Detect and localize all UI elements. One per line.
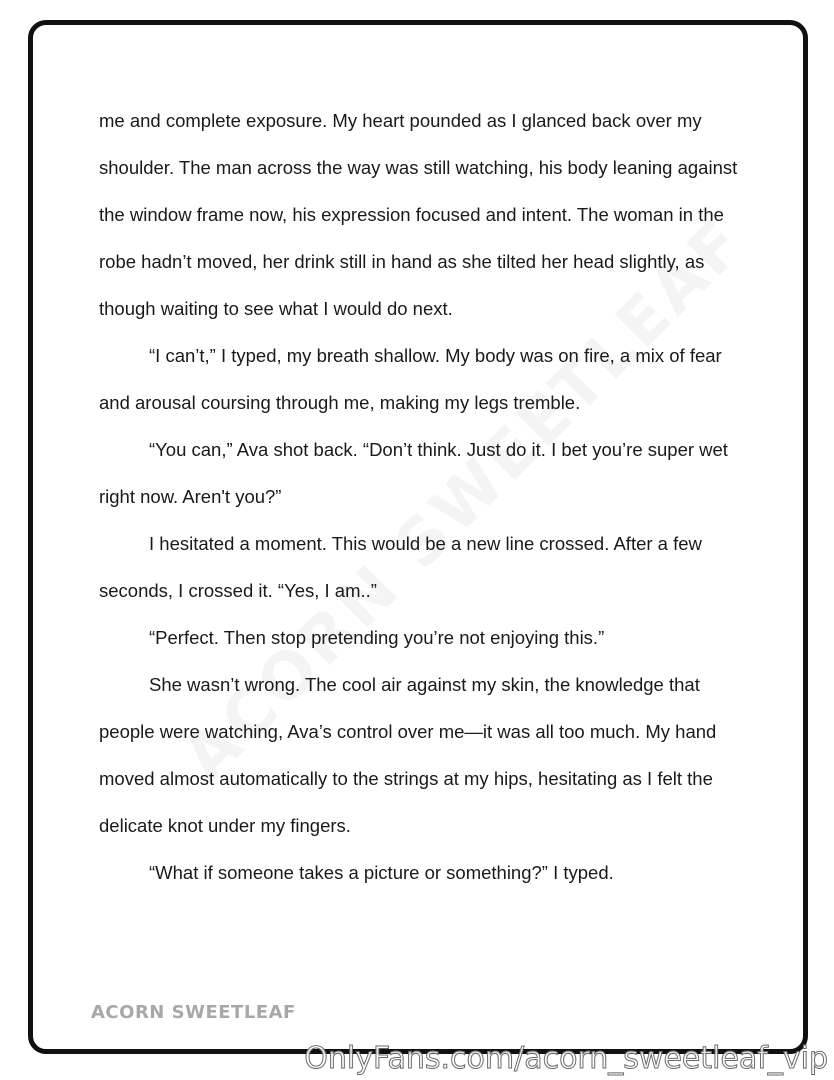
paragraph: I hesitated a moment. This would be a new line crossed. After a few seconds, I crossed it. “Yes, I am..” — [99, 533, 702, 601]
footer-author: ACORN SWEETLEAF — [91, 1002, 296, 1023]
url-watermark: OnlyFans.com/acorn_sweetleaf_vip — [304, 1041, 828, 1076]
paragraph: She wasn’t wrong. The cool air against my skin, the knowledge that people were watching, Ava’s control over me—it was all too much. My hand moved almost automatically to the strings at my hips, hesitating as I felt the delicate knot under my fingers. — [99, 674, 717, 836]
paragraph: me and complete exposure. My heart pounded as I glanced back over my shoulder. The man across the way was still watching, his body leaning against the window frame now, his expression focused and intent. The woman in the robe hadn’t moved, her drink still in hand as she tilted her head slightly, as though waiting to see what I would do next. — [99, 110, 738, 319]
paragraph: “Perfect. Then stop pretending you’re not enjoying this.” — [149, 627, 605, 648]
paragraph: “What if someone takes a picture or something?” I typed. — [149, 862, 614, 883]
paragraph: “You can,” Ava shot back. “Don’t think. Just do it. I bet you’re super wet right now. Aren't you?” — [99, 439, 728, 507]
page-frame — [28, 20, 808, 1054]
text-body — [99, 97, 749, 896]
paragraph: “I can’t,” I typed, my breath shallow. My body was on fire, a mix of fear and arousal coursing through me, making my legs tremble. — [99, 345, 722, 413]
